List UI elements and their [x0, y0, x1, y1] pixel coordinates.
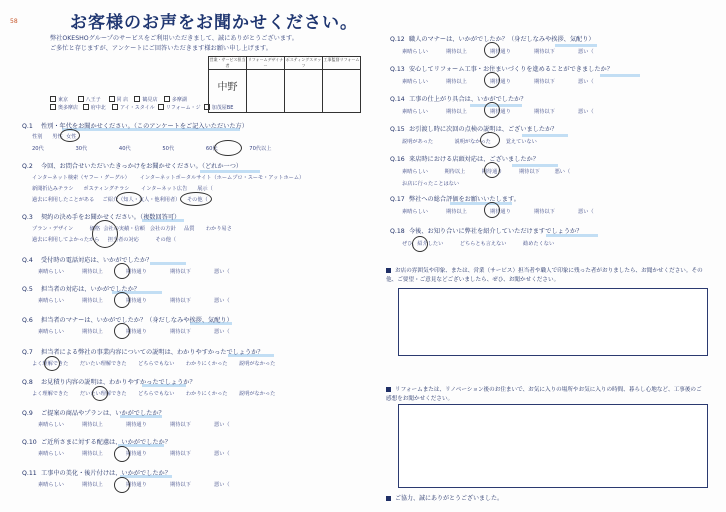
answer-circle	[180, 192, 212, 206]
answer-circle	[484, 42, 500, 58]
question-q13: Q.13 安心してリフォーム工事・お住まいづくりを進めることができましたか？	[390, 66, 613, 73]
branch-label: 多摩湖	[171, 97, 187, 103]
option[interactable]: 説明がなかった	[239, 391, 276, 397]
question-q7: Q.7 担当者による弊社の事業内容についての説明は、わかりやすかったでしょうか？	[22, 349, 264, 356]
answer-circle	[89, 220, 118, 248]
option-age[interactable]: 50代	[162, 146, 175, 152]
question-q12: Q.12 職人のマナーは、いかがでしたか？（身だしなみや挨拶、気配り）	[390, 36, 595, 43]
staff-cell[interactable]	[285, 70, 323, 113]
rating-option[interactable]: 期待通り	[126, 451, 147, 457]
branch-label: 東京	[58, 97, 69, 103]
question-q1: Q.1 性別・年代をお聞かせください。（このアンケートをご記入いただいた方）	[22, 123, 248, 130]
branch-row-1	[50, 96, 187, 103]
option-male[interactable]: 男性	[52, 134, 63, 140]
checkbox[interactable]	[83, 104, 89, 110]
option-age[interactable]: 30代	[75, 146, 88, 152]
rating-option[interactable]: 期待以下	[170, 451, 191, 457]
checkbox[interactable]	[78, 96, 84, 102]
q16-option-no-visit[interactable]: お店に行ったことはない	[402, 181, 460, 187]
q6-options	[38, 328, 230, 335]
rating-option[interactable]: 期待以下	[170, 329, 191, 335]
rating-option[interactable]: 期待以上	[82, 482, 103, 488]
rating-option[interactable]: 期待以下	[534, 79, 555, 85]
option-age[interactable]: 60代	[205, 146, 218, 152]
question-q11: Q.11 工事中の美化・後片付けは、いかがでしたか？	[22, 470, 171, 477]
option[interactable]: ポスティングチラシ	[83, 186, 130, 192]
comment-box-1[interactable]	[398, 288, 708, 356]
rating-option[interactable]: 期待通り	[126, 329, 147, 335]
q5-options	[38, 297, 230, 304]
q2-options-row-1	[32, 174, 304, 181]
checkbox[interactable]	[158, 104, 164, 110]
q8-options	[32, 390, 275, 397]
question-q4: Q.4 受付時の電話対応は、いかがでしたか？	[22, 257, 153, 264]
question-q17: Q.17 弊社への総合評価をお願いいたします。	[390, 196, 520, 203]
option[interactable]: 素晴らしい	[402, 169, 428, 175]
rating-option[interactable]: 悪い（	[214, 329, 230, 335]
option[interactable]: どちらでもない	[138, 361, 175, 367]
q9-options	[38, 421, 230, 428]
option[interactable]: よく理解できた	[32, 361, 69, 367]
option[interactable]: 期待以下	[518, 169, 540, 175]
branch-label: 加茂屋BE	[211, 105, 234, 111]
rating-option[interactable]: 素晴らしい	[38, 482, 64, 488]
option[interactable]: わかりにくかった	[185, 361, 228, 367]
answer-circle	[114, 292, 130, 308]
q3-options-row-1	[32, 225, 232, 232]
checkbox[interactable]	[109, 96, 115, 102]
rating-option[interactable]: 期待以上	[82, 451, 103, 457]
option[interactable]: 過去に利用したことがある	[32, 197, 95, 203]
branch-row-2	[50, 104, 233, 111]
answer-circle	[484, 72, 500, 88]
rating-option[interactable]: 期待以上	[82, 298, 103, 304]
option[interactable]: 説明がなかった	[239, 361, 276, 367]
rating-option[interactable]: 悪い（	[578, 49, 594, 55]
page-number: 58	[10, 18, 18, 25]
question-q18: Q.18 今後、お知り合いに弊社を紹介していただけますでしょうか？	[390, 228, 583, 235]
rating-option[interactable]: 期待以下	[170, 269, 191, 275]
rating-option[interactable]: 素晴らしい	[38, 298, 64, 304]
rating-option[interactable]: 期待以上	[82, 329, 103, 335]
option[interactable]: よく理解できた	[32, 391, 69, 397]
q11-options	[38, 481, 230, 488]
option[interactable]: 説明があった	[402, 139, 434, 145]
checkbox[interactable]	[50, 96, 56, 102]
q15-options	[402, 138, 537, 145]
rating-option[interactable]: 期待通り	[490, 109, 511, 115]
answer-circle	[114, 446, 130, 462]
answer-circle	[484, 102, 500, 118]
option[interactable]: だいたい理解できた	[79, 361, 127, 367]
answer-circle	[44, 356, 60, 371]
rating-option[interactable]: 期待通り	[126, 422, 147, 428]
staff-header: ポスティングスタッフ	[285, 57, 322, 68]
rating-option[interactable]: 期待通り	[126, 269, 147, 275]
option-age[interactable]: 20代	[32, 146, 44, 152]
option[interactable]: その他（	[186, 197, 208, 203]
branch-label: 同 店	[116, 97, 129, 103]
bullet-square-icon	[386, 387, 391, 392]
comment-prompt-2: リフォームまたは、リノベーション後のお住まいで、お気に入りの場所やお気に入りの時間、暮らし心地など、工事後のご感想をお聞かせください。	[386, 387, 702, 402]
option[interactable]: どちらとも言えない	[459, 241, 507, 247]
option[interactable]: 勧めたくない	[523, 241, 555, 247]
answer-circle	[214, 140, 242, 156]
branch-label: 八王子	[85, 97, 101, 103]
rating-option[interactable]: 素晴らしい	[38, 329, 64, 335]
staff-header: 営業・サービス担当者	[209, 57, 246, 68]
question-q16: Q.16 来店時における店頭対応は、ございましたか？	[390, 156, 539, 163]
rating-option[interactable]: 期待以下	[534, 109, 555, 115]
rating-option[interactable]: 期待以下	[534, 49, 555, 55]
option[interactable]: 説明がなかった	[454, 139, 491, 145]
comment-box-2[interactable]	[398, 404, 708, 488]
checkbox[interactable]	[112, 104, 118, 110]
staff-cell[interactable]	[247, 70, 285, 113]
rating-option[interactable]: 期待以上	[446, 79, 467, 85]
rating-option[interactable]: 期待通り	[490, 209, 511, 215]
option[interactable]: 期待以上	[444, 169, 466, 175]
branch-label: リフォーム・ジ	[165, 105, 201, 111]
branch-label: 府中北	[90, 105, 106, 111]
rating-option[interactable]: 悪い（	[578, 79, 594, 85]
rating-option[interactable]: 悪い（	[214, 269, 230, 275]
answer-circle	[114, 263, 130, 279]
option[interactable]: 新聞折込みチラシ	[32, 186, 74, 192]
rating-option[interactable]: 期待通り	[126, 298, 147, 304]
comment-prompt-1: お店の雰囲気や印象、または、営業（サービス）担当者や職人で印象に残った者がおりましたら、お聞かせください。その他、ご要望・ご意見などございましたら、ぜひ、お聞かせください。	[386, 268, 703, 283]
checkbox[interactable]	[164, 96, 170, 102]
option-age[interactable]: 40代	[118, 146, 131, 152]
rating-option[interactable]: 素晴らしい	[402, 79, 428, 85]
intro-line-2: ご多忙と存じますが、アンケートにご回答いただきます様お願い申し上げます。	[50, 45, 272, 52]
option[interactable]: ぜひ、紹介したい	[402, 241, 444, 247]
option[interactable]: 覚えていない	[505, 139, 537, 145]
option[interactable]: インターネット広告	[141, 186, 188, 192]
option[interactable]: だいたい理解できた	[79, 391, 127, 397]
answer-circle	[60, 129, 80, 142]
rating-option[interactable]: 悪い（	[214, 298, 230, 304]
answer-circle	[484, 202, 500, 218]
option[interactable]: 価格	[89, 226, 101, 232]
branch-label: アイ・スタイル	[120, 105, 155, 111]
rating-option[interactable]: 期待以上	[446, 209, 467, 215]
answer-circle	[114, 477, 130, 493]
staff-header: リフォームデザイナー	[247, 57, 284, 68]
question-q3: Q.3 契約の決め手をお聞かせください。（複数回答可）	[22, 214, 181, 221]
option[interactable]: どちらでもない	[138, 391, 175, 397]
checkbox[interactable]	[134, 96, 140, 102]
rating-option[interactable]: 期待通り	[490, 79, 511, 85]
bullet-square-icon	[386, 496, 391, 501]
answer-circle	[484, 162, 500, 178]
option[interactable]: わかりにくかった	[185, 391, 228, 397]
rating-option[interactable]: 悪い（	[214, 422, 230, 428]
bullet-square-icon	[386, 268, 391, 273]
q10-options	[38, 450, 230, 457]
option[interactable]: インターネットポータルサイト（ホームプロ・スーモ・アットホーム）	[139, 175, 305, 181]
thanks-line: ご協力、誠にありがとうございました。	[386, 493, 503, 502]
staff-cell[interactable]	[323, 70, 361, 113]
option[interactable]: インターネット検索（ヤフー・グーグル）	[32, 175, 130, 181]
branch-label: 奥多摩店	[58, 105, 79, 111]
answer-circle	[114, 323, 130, 339]
option[interactable]: 品質	[184, 226, 195, 232]
rating-option[interactable]: 期待通り	[490, 49, 511, 55]
option[interactable]: その他（	[155, 237, 177, 243]
question-q10: Q.10 ご近所さまに対する配慮は、いかがでしたか？	[22, 439, 171, 446]
rating-option[interactable]: 悪い（	[214, 482, 230, 488]
question-q8: Q.8 お見積り内容の説明は、わかりやすかったでしょうか？	[22, 379, 196, 386]
rating-option[interactable]: 期待通り	[126, 482, 147, 488]
handwritten-staff-name: 中野	[217, 82, 238, 93]
q2-options-row-2	[32, 185, 213, 192]
checkbox[interactable]	[204, 104, 210, 110]
option[interactable]: プラン・デザイン	[32, 226, 74, 232]
page-title: お客様のお声をお聞かせください。	[70, 13, 358, 33]
option[interactable]: 会社の方針	[149, 226, 176, 232]
rating-option[interactable]: 素晴らしい	[38, 451, 64, 457]
answer-circle	[412, 236, 428, 252]
option[interactable]: 会社の実績・信頼	[103, 226, 145, 232]
question-q2: Q.2 今回、お問合せいただいたきっかけをお聞かせください。（どれか一つ）	[22, 163, 243, 170]
rating-option[interactable]: 期待以下	[170, 422, 191, 428]
answer-circle	[480, 132, 500, 148]
rating-option[interactable]: 悪い（	[214, 451, 230, 457]
branch-label: 鶴見店	[142, 97, 158, 103]
option[interactable]: 期待通り	[481, 169, 503, 175]
rating-option[interactable]: 期待以下	[170, 298, 191, 304]
rating-option[interactable]: 素晴らしい	[38, 269, 64, 275]
q4-options	[38, 268, 230, 275]
question-q9: Q.9 ご提案の商品やプランは、いかがでしたか？	[22, 410, 165, 417]
option[interactable]: わかり易さ	[205, 226, 232, 232]
answer-circle	[116, 192, 142, 206]
question-q15: Q.15 お引渡し時に次回の点検の説明は、ございましたか？	[390, 126, 558, 133]
intro-line-1: 弊社OKESHOグループのサービスをご利用いただきまして、誠にありがとうございます。	[50, 35, 298, 42]
option-female[interactable]: 女性	[66, 134, 77, 140]
rating-option[interactable]: 悪い（	[578, 209, 594, 215]
option[interactable]: ご紹介（知人・友人・他利用者）	[102, 197, 181, 203]
option[interactable]: 担当者の対応	[107, 237, 139, 243]
rating-option[interactable]: 素晴らしい	[402, 49, 428, 55]
question-q14: Q.14 工事の仕上がり具合は、いかがでしたか？	[390, 96, 527, 103]
rating-option[interactable]: 期待以下	[534, 209, 555, 215]
rating-option[interactable]: 素晴らしい	[402, 209, 428, 215]
rating-option[interactable]: 悪い（	[578, 109, 594, 115]
rating-option[interactable]: 期待以上	[446, 109, 467, 115]
question-q5: Q.5 担当者の対応は、いかがでしたか？	[22, 286, 140, 293]
rating-option[interactable]: 期待以下	[170, 482, 191, 488]
q7-options	[32, 360, 275, 367]
rating-option[interactable]: 素晴らしい	[38, 422, 64, 428]
option[interactable]: 展示（	[197, 186, 213, 192]
option[interactable]: 悪い（	[554, 169, 571, 175]
checkbox[interactable]	[50, 104, 56, 110]
rating-option[interactable]: 期待以上	[446, 49, 467, 55]
staff-header: 工事監督リフォーム	[323, 57, 361, 70]
option[interactable]: 過去に利用してよかったから	[32, 237, 100, 243]
rating-option[interactable]: 素晴らしい	[402, 109, 428, 115]
option-age[interactable]: 70代以上	[249, 146, 272, 152]
rating-option[interactable]: 期待以上	[82, 422, 103, 428]
answer-circle	[92, 386, 108, 401]
rating-option[interactable]: 期待以上	[82, 269, 103, 275]
question-q6: Q.6 担当者のマナーは、いかがでしたか？（身だしなみや挨拶、気配り）	[22, 317, 233, 324]
q1-gender: 性別 男性 女性	[32, 134, 77, 140]
